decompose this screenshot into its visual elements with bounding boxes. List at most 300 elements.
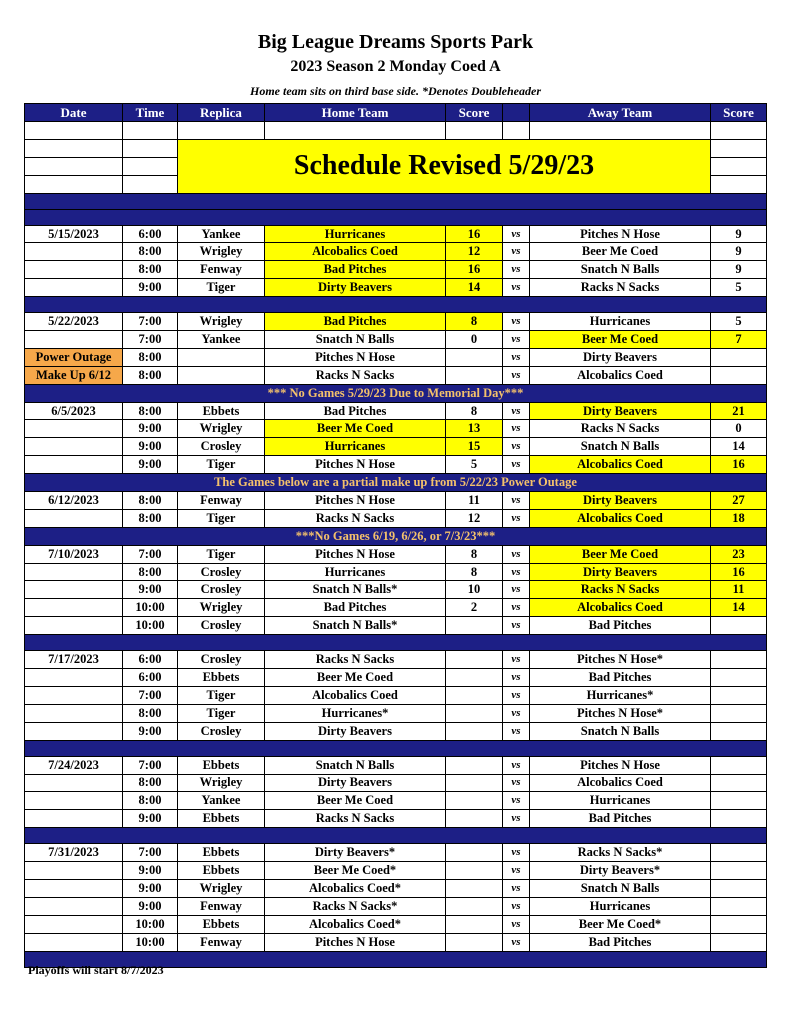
home-team: Racks N Sacks	[265, 366, 446, 384]
game-time: 6:00	[123, 669, 178, 687]
game-replica: Ebbets	[178, 844, 265, 862]
game-row	[25, 509, 767, 527]
game-time: 7:00	[123, 844, 178, 862]
home-score	[446, 348, 503, 366]
away-team: Hurricanes	[530, 897, 711, 915]
game-date	[25, 617, 123, 635]
home-score: 0	[446, 331, 503, 349]
home-score: 8	[446, 402, 503, 420]
home-score: 11	[446, 492, 503, 510]
away-score	[711, 862, 767, 880]
blank-cell	[25, 175, 123, 193]
game-replica: Ebbets	[178, 810, 265, 828]
away-score: 0	[711, 420, 767, 438]
home-score	[446, 879, 503, 897]
game-replica: Yankee	[178, 331, 265, 349]
away-score: 18	[711, 509, 767, 527]
blank-cell	[123, 122, 178, 140]
away-score	[711, 669, 767, 687]
game-replica: Yankee	[178, 792, 265, 810]
game-time: 8:00	[123, 563, 178, 581]
game-replica: Wrigley	[178, 774, 265, 792]
away-team: Hurricanes	[530, 313, 711, 331]
game-row	[25, 261, 767, 279]
home-score	[446, 756, 503, 774]
game-row	[25, 581, 767, 599]
vs-label: vs	[503, 243, 530, 261]
away-score	[711, 617, 767, 635]
home-team: Bad Pitches	[265, 313, 446, 331]
home-score	[446, 933, 503, 951]
game-row	[25, 348, 767, 366]
game-date	[25, 774, 123, 792]
game-date: 6/5/2023	[25, 402, 123, 420]
playoffs-note: Playoffs will start 8/7/2023	[28, 963, 164, 977]
away-team: Racks N Sacks	[530, 420, 711, 438]
blank-cell	[123, 139, 178, 157]
vs-label: vs	[503, 651, 530, 669]
game-date	[25, 331, 123, 349]
home-team: Dirty Beavers	[265, 774, 446, 792]
blank-cell	[123, 157, 178, 175]
vs-label: vs	[503, 897, 530, 915]
game-replica: Ebbets	[178, 862, 265, 880]
away-score	[711, 366, 767, 384]
game-time: 9:00	[123, 879, 178, 897]
home-team: Hurricanes*	[265, 704, 446, 722]
home-score: 13	[446, 420, 503, 438]
away-team: Alcobalics Coed	[530, 599, 711, 617]
game-row	[25, 651, 767, 669]
blank-cell	[711, 122, 767, 140]
game-time: 8:00	[123, 509, 178, 527]
page-title: Big League Dreams Sports Park	[257, 31, 534, 53]
away-team: Pitches N Hose*	[530, 651, 711, 669]
away-team: Pitches N Hose	[530, 225, 711, 243]
vs-label: vs	[503, 261, 530, 279]
game-date	[25, 915, 123, 933]
game-replica	[178, 348, 265, 366]
game-time: 8:00	[123, 402, 178, 420]
away-team: Alcobalics Coed	[530, 456, 711, 474]
home-score	[446, 844, 503, 862]
game-row	[25, 420, 767, 438]
game-row	[25, 279, 767, 297]
game-time: 9:00	[123, 862, 178, 880]
away-team: Alcobalics Coed	[530, 774, 711, 792]
vs-label: vs	[503, 599, 530, 617]
blank-cell	[711, 175, 767, 193]
vs-label: vs	[503, 402, 530, 420]
game-replica: Fenway	[178, 261, 265, 279]
away-team: Racks N Sacks	[530, 581, 711, 599]
game-replica	[178, 366, 265, 384]
home-score	[446, 651, 503, 669]
column-header-row	[25, 104, 767, 122]
game-date	[25, 509, 123, 527]
away-team: Alcobalics Coed	[530, 509, 711, 527]
game-row	[25, 366, 767, 384]
home-score: 15	[446, 438, 503, 456]
away-score	[711, 792, 767, 810]
game-date	[25, 704, 123, 722]
column-header-away-team: Away Team	[530, 104, 711, 122]
away-score	[711, 844, 767, 862]
page-subtitle: 2023 Season 2 Monday Coed A	[290, 58, 501, 75]
away-team: Dirty Beavers	[530, 563, 711, 581]
vs-label: vs	[503, 792, 530, 810]
schedule-note: The Games below are a partial make up from 5/22/23 Power Outage	[25, 474, 767, 492]
game-date	[25, 862, 123, 880]
home-team: Snatch N Balls*	[265, 581, 446, 599]
game-row	[25, 774, 767, 792]
game-date: Power Outage	[25, 348, 123, 366]
away-score	[711, 348, 767, 366]
game-time: 6:00	[123, 651, 178, 669]
away-score: 11	[711, 581, 767, 599]
home-score	[446, 704, 503, 722]
game-replica: Ebbets	[178, 756, 265, 774]
doubleheader-note: Home team sits on third base side. *Denotes Doubleheader	[250, 84, 541, 98]
game-time: 8:00	[123, 261, 178, 279]
game-time: 9:00	[123, 722, 178, 740]
home-score	[446, 617, 503, 635]
away-team: Beer Me Coed	[530, 545, 711, 563]
away-team: Bad Pitches	[530, 669, 711, 687]
vs-label: vs	[503, 933, 530, 951]
game-replica: Crosley	[178, 581, 265, 599]
game-time: 9:00	[123, 456, 178, 474]
game-date	[25, 581, 123, 599]
blank-cell	[530, 122, 711, 140]
game-row	[25, 810, 767, 828]
game-date	[25, 933, 123, 951]
away-score: 5	[711, 313, 767, 331]
blank-row	[25, 139, 767, 157]
home-team: Bad Pitches	[265, 599, 446, 617]
away-team: Bad Pitches	[530, 617, 711, 635]
blank-cell	[446, 122, 503, 140]
away-team: Racks N Sacks	[530, 279, 711, 297]
schedule-revised-banner: Schedule Revised 5/29/23	[178, 139, 711, 193]
home-score: 8	[446, 313, 503, 331]
away-team: Alcobalics Coed	[530, 366, 711, 384]
away-team: Hurricanes*	[530, 686, 711, 704]
game-date: Make Up 6/12	[25, 366, 123, 384]
vs-label: vs	[503, 704, 530, 722]
divider-band	[25, 193, 767, 209]
game-replica: Crosley	[178, 651, 265, 669]
away-score: 5	[711, 279, 767, 297]
away-score	[711, 774, 767, 792]
game-row	[25, 243, 767, 261]
away-team: Beer Me Coed	[530, 331, 711, 349]
game-date	[25, 261, 123, 279]
game-row	[25, 686, 767, 704]
away-score: 7	[711, 331, 767, 349]
vs-label: vs	[503, 617, 530, 635]
game-date	[25, 722, 123, 740]
vs-label: vs	[503, 844, 530, 862]
home-team: Racks N Sacks*	[265, 897, 446, 915]
game-time: 10:00	[123, 933, 178, 951]
away-score	[711, 722, 767, 740]
game-replica: Fenway	[178, 492, 265, 510]
vs-label: vs	[503, 810, 530, 828]
divider-cell	[25, 740, 767, 756]
game-row	[25, 313, 767, 331]
schedule-note-row	[25, 527, 767, 545]
game-replica: Wrigley	[178, 599, 265, 617]
vs-label: vs	[503, 492, 530, 510]
home-team: Racks N Sacks	[265, 651, 446, 669]
game-replica: Crosley	[178, 438, 265, 456]
home-team: Beer Me Coed	[265, 420, 446, 438]
home-team: Beer Me Coed	[265, 669, 446, 687]
game-date	[25, 686, 123, 704]
home-score: 2	[446, 599, 503, 617]
away-score	[711, 897, 767, 915]
home-team: Racks N Sacks	[265, 810, 446, 828]
away-team: Dirty Beavers	[530, 402, 711, 420]
game-date	[25, 792, 123, 810]
game-replica: Ebbets	[178, 669, 265, 687]
blank-cell	[265, 122, 446, 140]
away-score: 23	[711, 545, 767, 563]
home-score: 14	[446, 279, 503, 297]
blank-cell	[123, 175, 178, 193]
game-time: 7:00	[123, 756, 178, 774]
game-row	[25, 438, 767, 456]
vs-label: vs	[503, 366, 530, 384]
home-team: Snatch N Balls	[265, 331, 446, 349]
game-row	[25, 915, 767, 933]
game-date	[25, 438, 123, 456]
game-time: 8:00	[123, 792, 178, 810]
game-row	[25, 844, 767, 862]
vs-label: vs	[503, 722, 530, 740]
vs-label: vs	[503, 225, 530, 243]
home-team: Hurricanes	[265, 225, 446, 243]
home-team: Beer Me Coed*	[265, 862, 446, 880]
home-score: 10	[446, 581, 503, 599]
game-replica: Crosley	[178, 722, 265, 740]
game-row	[25, 862, 767, 880]
game-date	[25, 243, 123, 261]
away-team: Snatch N Balls	[530, 879, 711, 897]
game-replica: Yankee	[178, 225, 265, 243]
home-team: Pitches N Hose	[265, 545, 446, 563]
vs-label: vs	[503, 862, 530, 880]
game-time: 10:00	[123, 915, 178, 933]
game-replica: Tiger	[178, 686, 265, 704]
game-date: 7/10/2023	[25, 545, 123, 563]
game-row	[25, 933, 767, 951]
game-date: 5/15/2023	[25, 225, 123, 243]
home-team: Racks N Sacks	[265, 509, 446, 527]
home-team: Pitches N Hose	[265, 456, 446, 474]
game-time: 8:00	[123, 774, 178, 792]
game-row	[25, 225, 767, 243]
blank-row	[25, 122, 767, 140]
away-team: Snatch N Balls	[530, 261, 711, 279]
game-replica: Fenway	[178, 897, 265, 915]
game-row	[25, 879, 767, 897]
away-team: Pitches N Hose	[530, 756, 711, 774]
game-replica: Wrigley	[178, 879, 265, 897]
column-header-home-score: Score	[446, 104, 503, 122]
home-score: 8	[446, 563, 503, 581]
vs-label: vs	[503, 774, 530, 792]
game-date: 6/12/2023	[25, 492, 123, 510]
away-score	[711, 704, 767, 722]
game-time: 8:00	[123, 704, 178, 722]
away-score	[711, 686, 767, 704]
home-team: Bad Pitches	[265, 402, 446, 420]
home-team: Snatch N Balls	[265, 756, 446, 774]
game-row	[25, 792, 767, 810]
game-replica: Ebbets	[178, 402, 265, 420]
home-team: Pitches N Hose	[265, 492, 446, 510]
divider-cell	[25, 828, 767, 844]
schedule-note-row	[25, 474, 767, 492]
schedule-note: ***No Games 6/19, 6/26, or 7/3/23***	[25, 527, 767, 545]
game-replica: Crosley	[178, 617, 265, 635]
blank-cell	[503, 122, 530, 140]
game-time: 10:00	[123, 599, 178, 617]
home-score	[446, 669, 503, 687]
game-date: 7/24/2023	[25, 756, 123, 774]
vs-label: vs	[503, 756, 530, 774]
vs-label: vs	[503, 438, 530, 456]
game-row	[25, 897, 767, 915]
away-team: Bad Pitches	[530, 933, 711, 951]
game-time: 7:00	[123, 545, 178, 563]
divider-cell	[25, 209, 767, 225]
column-header-time: Time	[123, 104, 178, 122]
game-time: 9:00	[123, 581, 178, 599]
game-replica: Tiger	[178, 456, 265, 474]
away-score	[711, 756, 767, 774]
game-date	[25, 599, 123, 617]
home-score	[446, 774, 503, 792]
away-team: Snatch N Balls	[530, 438, 711, 456]
game-date	[25, 563, 123, 581]
home-score: 5	[446, 456, 503, 474]
home-team: Pitches N Hose	[265, 348, 446, 366]
home-team: Alcobalics Coed	[265, 243, 446, 261]
home-team: Pitches N Hose	[265, 933, 446, 951]
vs-label: vs	[503, 686, 530, 704]
game-date: 7/31/2023	[25, 844, 123, 862]
game-date	[25, 420, 123, 438]
game-date	[25, 879, 123, 897]
away-score: 14	[711, 438, 767, 456]
away-score	[711, 810, 767, 828]
home-team: Snatch N Balls*	[265, 617, 446, 635]
game-date	[25, 456, 123, 474]
game-row	[25, 704, 767, 722]
column-header-date: Date	[25, 104, 123, 122]
game-replica: Wrigley	[178, 313, 265, 331]
home-score	[446, 792, 503, 810]
game-time: 7:00	[123, 686, 178, 704]
divider-band	[25, 635, 767, 651]
away-score	[711, 933, 767, 951]
schedule-table	[24, 103, 767, 968]
home-team: Alcobalics Coed*	[265, 879, 446, 897]
game-row	[25, 545, 767, 563]
game-replica: Tiger	[178, 279, 265, 297]
game-replica: Wrigley	[178, 243, 265, 261]
away-score: 14	[711, 599, 767, 617]
away-team: Snatch N Balls	[530, 722, 711, 740]
home-score	[446, 366, 503, 384]
game-row	[25, 669, 767, 687]
home-score	[446, 686, 503, 704]
divider-cell	[25, 193, 767, 209]
game-time: 8:00	[123, 348, 178, 366]
away-score	[711, 879, 767, 897]
home-team: Dirty Beavers	[265, 279, 446, 297]
game-replica: Crosley	[178, 563, 265, 581]
home-score	[446, 897, 503, 915]
away-score	[711, 915, 767, 933]
away-score: 21	[711, 402, 767, 420]
game-replica: Tiger	[178, 704, 265, 722]
game-date: 7/17/2023	[25, 651, 123, 669]
away-team: Beer Me Coed	[530, 243, 711, 261]
vs-label: vs	[503, 509, 530, 527]
away-team: Pitches N Hose*	[530, 704, 711, 722]
column-header-vs	[503, 104, 530, 122]
game-row	[25, 563, 767, 581]
vs-label: vs	[503, 581, 530, 599]
game-time: 9:00	[123, 897, 178, 915]
game-replica: Tiger	[178, 509, 265, 527]
away-score: 16	[711, 456, 767, 474]
game-time: 9:00	[123, 810, 178, 828]
game-replica: Fenway	[178, 933, 265, 951]
divider-band	[25, 297, 767, 313]
home-team: Dirty Beavers*	[265, 844, 446, 862]
game-time: 7:00	[123, 313, 178, 331]
game-row	[25, 331, 767, 349]
home-score	[446, 722, 503, 740]
home-score: 12	[446, 509, 503, 527]
home-score: 8	[446, 545, 503, 563]
game-time: 9:00	[123, 279, 178, 297]
away-score: 27	[711, 492, 767, 510]
away-team: Hurricanes	[530, 792, 711, 810]
divider-cell	[25, 635, 767, 651]
game-replica: Ebbets	[178, 915, 265, 933]
vs-label: vs	[503, 563, 530, 581]
blank-cell	[25, 139, 123, 157]
divider-band	[25, 209, 767, 225]
game-date	[25, 669, 123, 687]
away-team: Racks N Sacks*	[530, 844, 711, 862]
game-row	[25, 617, 767, 635]
game-time: 10:00	[123, 617, 178, 635]
game-row	[25, 492, 767, 510]
game-replica: Wrigley	[178, 420, 265, 438]
home-team: Alcobalics Coed*	[265, 915, 446, 933]
game-time: 8:00	[123, 492, 178, 510]
game-time: 9:00	[123, 420, 178, 438]
game-time: 8:00	[123, 366, 178, 384]
home-team: Bad Pitches	[265, 261, 446, 279]
